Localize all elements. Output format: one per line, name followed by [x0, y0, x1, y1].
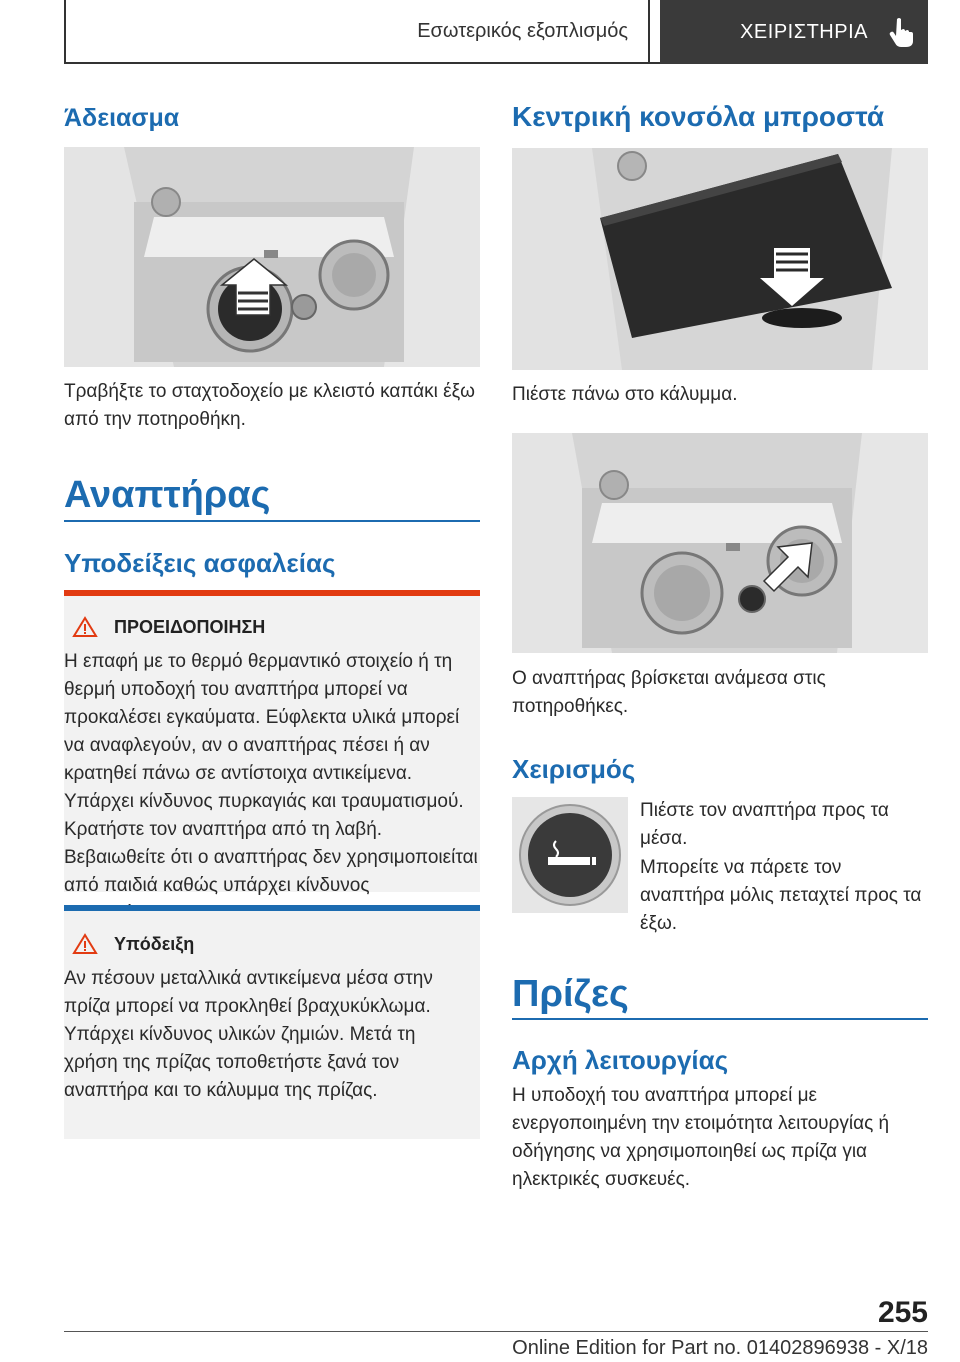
principle-text: Η υποδοχή του αναπτήρα μπορεί με ενεργοποιημένη την ετοιμότητα λειτουργίας ή οδήγησης να χρησιμοποιηθεί ως πρίζα για ηλεκτρικές συσκευές.	[512, 1085, 890, 1190]
sockets-heading: Πρίζες	[512, 973, 629, 1015]
note-title: Υπόδειξη	[114, 933, 195, 954]
principle-heading: Αρχή λειτουργίας	[512, 1045, 729, 1075]
operation-text-1: Πιέστε τον αναπτήρα προς τα μέσα.	[640, 800, 889, 849]
console-text: Πιέστε πάνω στο κάλυμμα.	[512, 384, 738, 405]
lighter-location-photo	[512, 433, 928, 653]
header-chapter-label: ΧΕΙΡΙΣΤΗΡΙΑ	[740, 20, 868, 43]
page-number: 255	[877, 1296, 928, 1329]
emptying-heading: Άδειασμα	[64, 104, 180, 132]
sockets-rule	[512, 1018, 928, 1020]
warning-box	[64, 590, 480, 896]
warning-bar	[64, 590, 480, 596]
header-section-title: Εσωτερικός εξοπλισμός	[417, 20, 628, 42]
lighter-heading: Αναπτήρας	[64, 474, 271, 516]
ashtray-photo	[64, 147, 480, 367]
warning-triangle-icon	[72, 933, 98, 955]
safety-heading: Υποδείξεις ασφαλείας	[64, 548, 336, 578]
lighter-button-photo	[512, 797, 628, 913]
lighter-location-text: Ο αναπτήρας βρίσκεται ανάμεσα στις ποτηροθήκες.	[512, 668, 826, 717]
console-cover-photo	[512, 148, 928, 370]
warning-text: Η επαφή με το θερμό θερμαντικό στοιχείο ή τη θερμή υποδοχή του αναπτήρα μπορεί να προκαλέσει εγκαύματα. Εύφλεκτα υλικά μπορεί να αναφλεγούν, αν ο αναπτήρας πέσει ή αν κρατηθεί πάνω σε αντίστοιχα αντικείμενα. Υπάρχει κίνδυνος πυρκαγιάς και τραυματισμού. Κρατήστε τον αναπτήρα από τη λαβή. Βεβαιωθείτε ότι ο αναπτήρας δεν χρησιμοποιείται από παιδιά καθώς υπάρχει κίνδυνος	[64, 651, 478, 896]
header-divider-mid	[648, 0, 650, 64]
emptying-text: Τραβήξτε το σταχτοδοχείο με κλειστό καπάκι έξω από την ποτηροθήκη.	[64, 381, 475, 430]
header-chapter-tab[interactable]	[660, 0, 928, 64]
note-box	[64, 905, 480, 1139]
footer-edition: Online Edition for Part no. 01402896938 - X/18	[512, 1337, 928, 1359]
warning-title: ΠΡΟΕΙΔΟΠΟΙΗΣΗ	[114, 616, 266, 637]
console-heading: Κεντρική κονσόλα μπροστά	[512, 101, 885, 132]
lighter-rule	[64, 520, 480, 522]
note-header	[72, 933, 194, 955]
note-bar	[64, 905, 480, 911]
operation-text-2: Μπορείτε να πάρετε τον αναπτήρα μόλις πεταχτεί προς τα έξω.	[640, 857, 922, 934]
operation-heading: Χειρισμός	[512, 754, 636, 784]
warning-header	[72, 616, 265, 638]
pointing-hand-icon	[888, 17, 914, 47]
warning-triangle-icon	[72, 616, 98, 638]
note-text: Αν πέσουν μεταλλικά αντικείμενα μέσα στην πρίζα μπορεί να προκληθεί βραχυκύκλωμα. Υπάρχει κίνδυνος υλικών ζημιών. Μετά τη χρήση της πρίζας τοποθετήστε ξανά τον αναπτήρα και το κάλυμμα της πρίζας.	[64, 968, 433, 1101]
footer-rule	[64, 1331, 928, 1332]
